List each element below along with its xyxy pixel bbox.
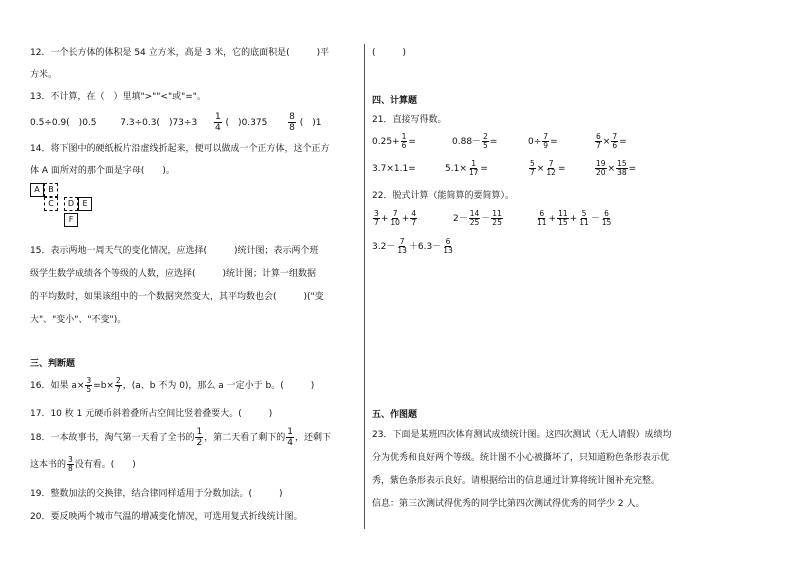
- q18-line1: 18．一本故事书，淘气第一天看了全书的 $\frac{1}{2}$ ，第二天看了剩下的 $\frac{1}{4}$ ，还剩下: [30, 427, 331, 448]
- q23-line1: 23．下面是某班四次体育测试成绩统计图。这四次测试（无人请假）成绩均: [372, 430, 672, 440]
- q18-line2: 这本书的 $\frac{3}{8}$ 没有看。( ): [30, 455, 136, 473]
- q18-frac-2: $\frac{1}{4}$: [287, 427, 293, 448]
- q12-line2: 方米。: [30, 70, 58, 80]
- cube-net: [30, 183, 100, 235]
- q14-line1: 14．将下图中的硬纸板片沿虚线折起来，便可以做成一个正方体，这个正方: [30, 144, 330, 154]
- q21-r2d: $\frac{19}{20}$ × $\frac{15}{38}$ =: [596, 159, 637, 177]
- net-face-f: F: [64, 213, 78, 227]
- q16-line: 16．如果 a× $\frac{3}{5}$ =b× $\frac{2}{7}$ ，(a、b 不为 0)，那么 a 一定小于 b。( ): [30, 376, 315, 394]
- q21-r2c: $\frac{5}{7}$ × $\frac{7}{12}$ =: [530, 159, 566, 177]
- net-face-b: B: [44, 183, 58, 197]
- net-face-a: A: [30, 183, 44, 197]
- q12-line1: 12．一个长方体的体积是 54 立方米，高是 3 米，它的底面积是( )平: [30, 48, 330, 58]
- q22-text: 22．脱式计算（能简算的要简算）。: [372, 191, 514, 201]
- net-face-c: C: [44, 197, 58, 211]
- q21-r2b: 5.1× $\frac{1}{17}$ =: [445, 159, 488, 177]
- q14-line2: 体 A 面所对的那个面是字母( )。: [30, 166, 175, 176]
- q22-item-b: 2－ $\frac{14}{25}$ － $\frac{11}{25}$: [453, 209, 502, 227]
- q20-line: 20．要反映两个城市气温的增减变化情况，可选用复式折线统计图。: [30, 512, 303, 522]
- q23-line3: 秀，紫色条形表示良好。请根据给出的信息通过计算将统计图补充完整。: [372, 476, 661, 486]
- section-3-heading: 三、判断题: [30, 359, 76, 369]
- q13-row: [30, 112, 321, 133]
- q13-item-a: 0.5÷0.9( )0.5: [30, 118, 97, 128]
- q20-answer-paren: ( ): [372, 48, 407, 58]
- q22-item-c: $\frac{6}{11}$ + $\frac{11}{15}$ + $\frac{5}{11}$ － $\frac{6}{15}$: [537, 209, 612, 227]
- q17-line: 17．10 枚 1 元硬币斜着叠所占空间比竖着叠要大。( ): [30, 409, 273, 419]
- q13-frac-c: $\frac{1}{4}$: [214, 112, 221, 133]
- q16-frac-2: $\frac{2}{7}$: [115, 376, 121, 394]
- net-face-d: D: [64, 197, 78, 211]
- q13-text: 13．不计算，在（ ）里填">""<"或"="。: [30, 92, 206, 102]
- q15-line3: 的平均数时，如果该组中的一个数据突然变大，其平均数也会( )("变: [30, 292, 324, 302]
- q21-r2a: 3.7×1.1=: [372, 164, 416, 174]
- q15-line1: 15．表示两地一周天气的变化情况，应选择( )统计图；表示两个班: [30, 246, 319, 256]
- q13-item-b: 7.3÷0.3( )73÷3: [120, 118, 198, 128]
- q19-line: 19．整数加法的交换律，结合律同样适用于分数加法。( ): [30, 489, 283, 499]
- q21-text: 21．直接写得数。: [372, 115, 447, 125]
- q15-line4: 大"、"变小"、"不变")。: [30, 315, 127, 325]
- q21-r1d: $\frac{6}{7}$ × $\frac{7}{6}$ =: [596, 132, 627, 150]
- q23-line4: 信息：第三次测试得优秀的同学比第四次测试得优秀的同学少 2 人。: [372, 499, 645, 509]
- section-5-heading: 五、作图题: [372, 410, 418, 420]
- q18-frac-3: $\frac{3}{8}$: [68, 455, 73, 473]
- q21-r1c: 0÷ $\frac{7}{9}$ =: [528, 132, 558, 150]
- q23-line2: 分为优秀和良好两个等级。统计图不小心被撕坏了，只知道粉色条形表示优: [372, 453, 670, 463]
- q13-item-d: ( )1: [299, 118, 322, 128]
- q21-r1a: 0.25+ $\frac{1}{6}$ =: [372, 132, 416, 150]
- column-divider: [364, 44, 365, 529]
- q13-item-c: ( )0.375: [225, 118, 268, 128]
- net-face-e: E: [78, 197, 92, 211]
- q22-item-d: 3.2－ $\frac{7}{13}$ ＋6.3－ $\frac{6}{13}$: [372, 237, 453, 255]
- q22-item-a: $\frac{3}{7}$ + $\frac{7}{10}$ + $\frac{4}{7}$: [374, 209, 417, 227]
- q13-frac-d: $\frac{8}{8}$: [289, 112, 295, 133]
- q18-frac-1: $\frac{1}{2}$: [196, 427, 203, 448]
- q16-frac-1: $\frac{3}{5}$: [86, 376, 92, 394]
- section-4-heading: 四、计算题: [372, 96, 418, 106]
- q21-r1b: 0.88－ $\frac{2}{5}$ =: [452, 132, 498, 150]
- q15-line2: 级学生数学成绩各个等级的人数，应选择( )统计图；计算一组数据: [30, 269, 317, 279]
